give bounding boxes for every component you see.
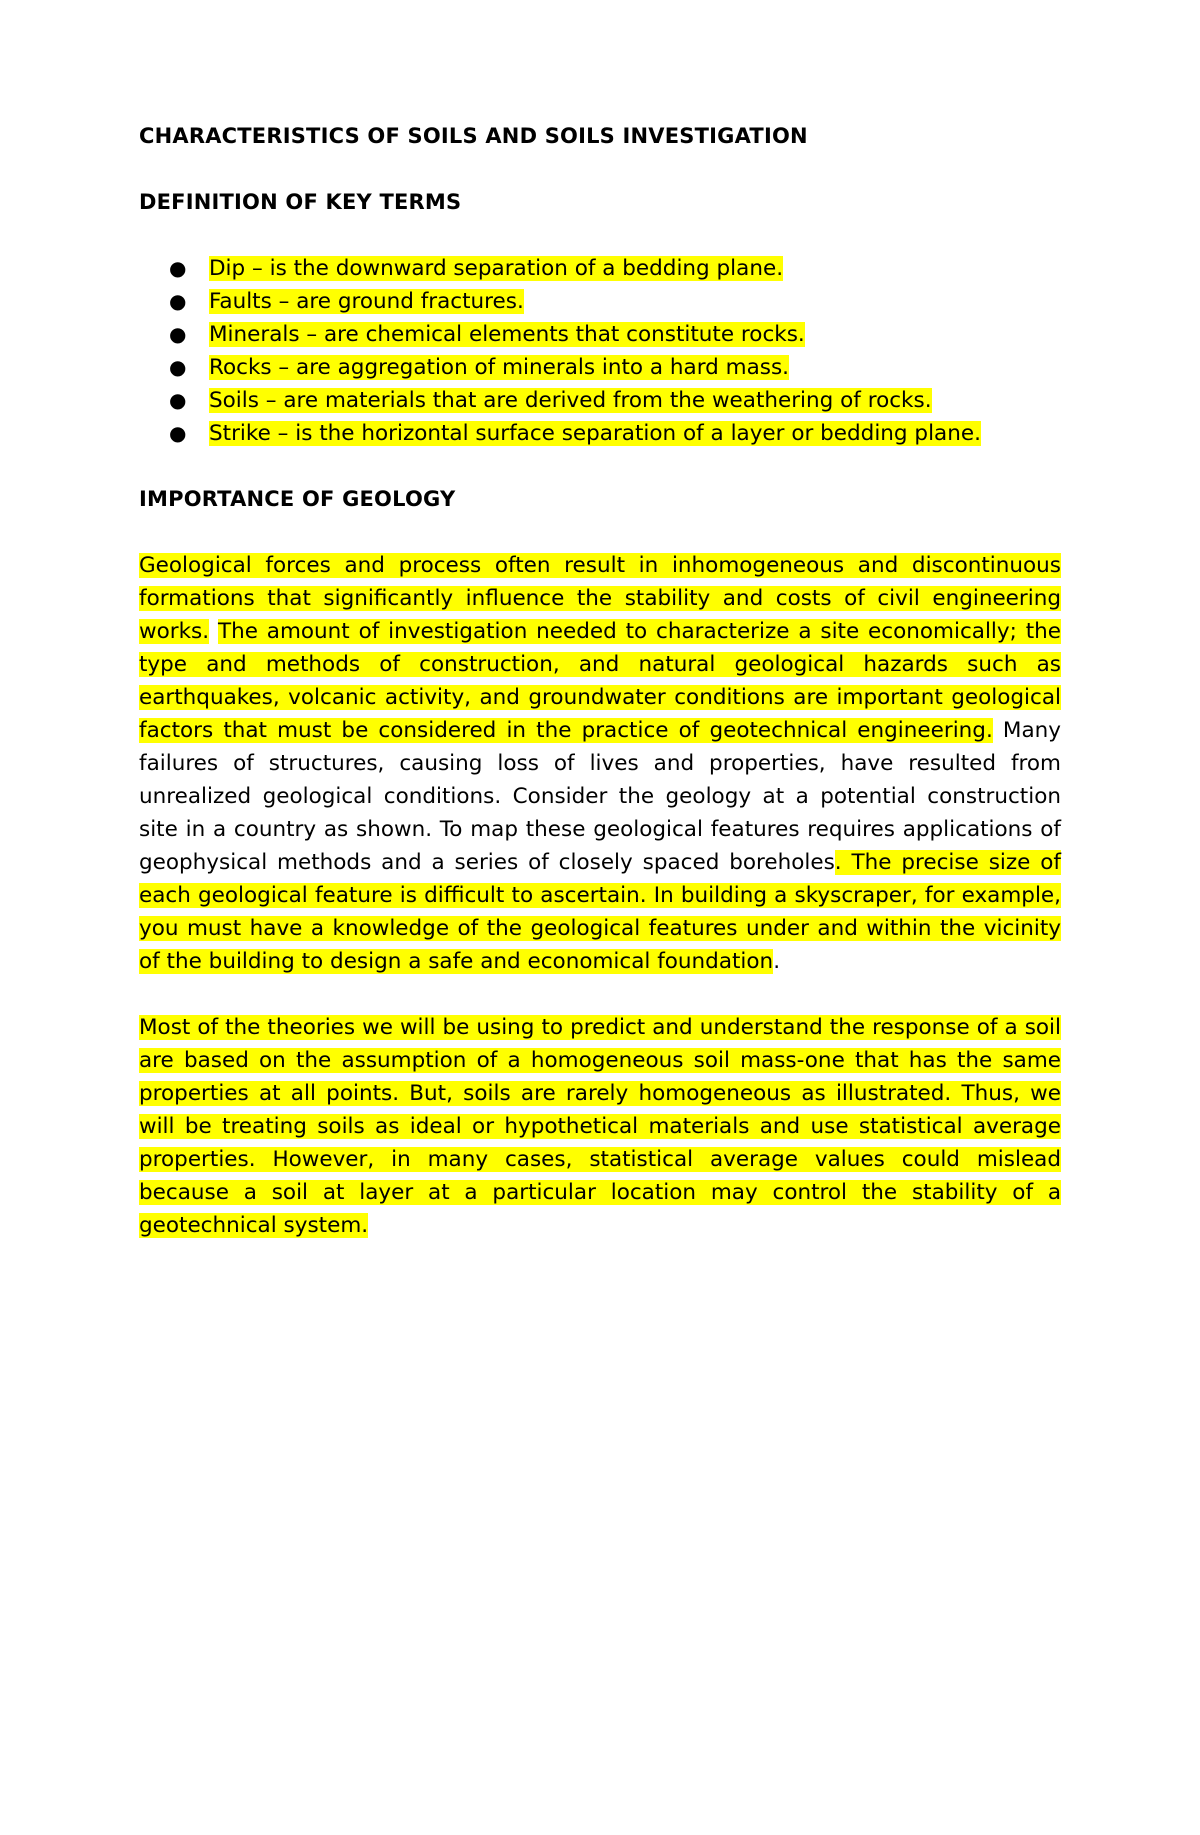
document-title: CHARACTERISTICS OF SOILS AND SOILS INVESTIGATION [139, 124, 808, 148]
term-text: Rocks – are aggregation of minerals into a hard mass. [209, 355, 790, 380]
document-page [139, 120, 1061, 1275]
bullet-icon: ● [169, 388, 187, 412]
term-text: Soils – are materials that are derived from the weathering of rocks. [209, 388, 932, 413]
list-item [139, 318, 1061, 351]
homogeneity-paragraph [139, 1011, 1061, 1242]
plain-text: . [773, 949, 781, 974]
bullet-icon: ● [169, 289, 187, 313]
bullet-icon: ● [169, 355, 187, 379]
highlighted-text: Geological forces and process often result in inhomogeneous and discontinuous formations that significantly influence the stability and costs of civil engineering works. [139, 553, 1061, 644]
definitions-heading: DEFINITION OF KEY TERMS [139, 190, 462, 214]
bullet-icon: ● [169, 256, 187, 280]
list-item [139, 417, 1061, 450]
plain-text [209, 619, 218, 644]
term-text: Minerals – are chemical elements that constitute rocks. [209, 322, 805, 347]
importance-heading: IMPORTANCE OF GEOLOGY [139, 487, 456, 511]
bullet-icon: ● [169, 421, 187, 445]
list-item [139, 351, 1061, 384]
list-item [139, 384, 1061, 417]
term-text: Faults – are ground fractures. [209, 289, 524, 314]
term-text: Dip – is the downward separation of a bedding plane. [209, 256, 784, 281]
term-text: Strike – is the horizontal surface separation of a layer or bedding plane. [209, 421, 981, 446]
key-terms-list [139, 252, 1061, 450]
bullet-icon: ● [169, 322, 187, 346]
plain-text: Many failures of structures, causing loss of lives and properties, have resulted from unrealized geological conditions. Consider the geology at a potential construction site in a country as shown. To map these geological features requires applications of geophysical methods and a series of closely spaced boreholes [139, 718, 1061, 875]
highlighted-text: Most of the theories we will be using to predict and understand the response of a soil are based on the assumption of a homogeneous soil mass-one that has the same properties at all points. But, soils are rarely homogeneous as illustrated. Thus, we will be treating soils as ideal or hypothetical materials and use statistical average properties. However, in many cases, statistical average values could mislead because a soil at layer at a particular location may control the stability of a geotechnical system. [139, 1015, 1061, 1238]
importance-paragraph [139, 549, 1061, 978]
highlighted-text: The amount of investigation needed to characterize a site economically; the type and methods of construction, and natural geological hazards such as earthquakes, volcanic activity, and groundwater conditions are important geological factors that must be considered in the practice of geotechnical engineering. [139, 619, 1061, 743]
highlighted-text: . The precise size of each geological feature is difficult to ascertain. In building a skyscraper, for example, you must have a knowledge of the geological features under and within the vicinity of the building to design a safe and economical foundation [139, 850, 1061, 974]
list-item [139, 285, 1061, 318]
list-item [139, 252, 1061, 285]
